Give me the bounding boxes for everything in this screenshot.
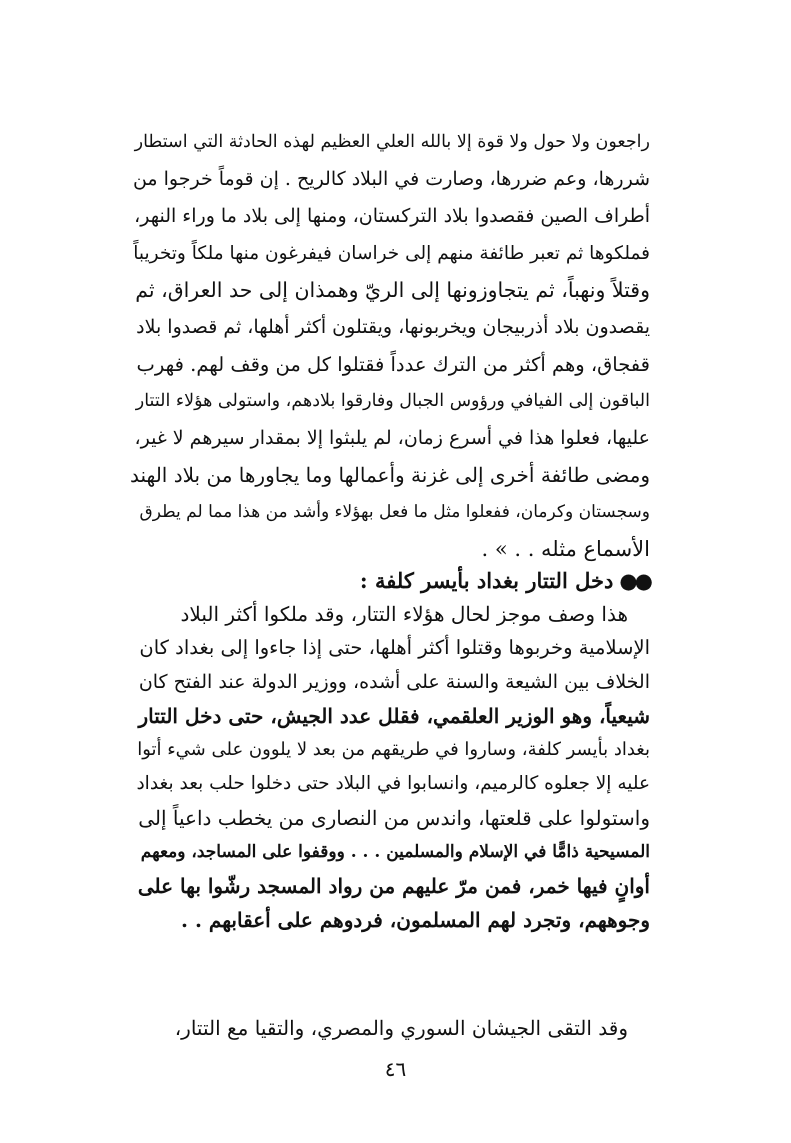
text-line: ومضى طائفة أخرى إلى غزنة وأعمالها وما يجاورها من بلاد الهند — [129, 463, 650, 487]
text-line: وقتلاً ونهباً، ثم يتجاوزونها إلى الريّ وهمذان إلى حد العراق، ثم — [135, 278, 650, 302]
text-line: عليه إلا جعلوه كالرميم، وانسابوا في البلاد حتى دخلوا حلب بعد بغداد — [136, 773, 650, 794]
page-number: ٤٦ — [384, 1057, 407, 1081]
text-line: قفجاق، وهم أكثر من الترك عدداً فقتلوا كل من وقف لهم. فهرب — [136, 353, 650, 376]
text-line: أوانٍ فيها خمر، فمن مرّ عليهم من رواد المسجد رشّوا بها على — [137, 874, 650, 898]
text-line: عليها، فعلوا هذا في أسرع زمان، لم يلبثوا إلا بمقدار سيرهم لا غير، — [134, 427, 650, 449]
section-heading — [360, 563, 650, 599]
text-line: وسجستان وكرمان، ففعلوا مثل ما فعل بهؤلاء وأشد من هذا مما لم يطرق — [139, 502, 650, 522]
text-line: وقد التقى الجيشان السوري والمصري، والتقيا مع التتار، — [174, 1016, 628, 1040]
text-line: هذا وصف موجز لحال هؤلاء التتار، وقد ملكوا أكثر البلاد — [180, 602, 628, 626]
text-line: واستولوا على قلعتها، واندس من النصارى من يخطب داعياً إلى — [138, 806, 650, 830]
text-line: الأسماع مثله . . » . — [481, 537, 650, 561]
paragraph-1 — [128, 124, 650, 568]
text-line: الإسلامية وخربوها وقتلوا أكثر أهلها، حتى إذا جاءوا إلى بغداد كان — [139, 636, 650, 659]
text-line: شررها، وعم ضررها، وصارت في البلاد كالريح . إن قوماً خرجوا من — [132, 168, 650, 190]
text-line: يقصدون بلاد أذربيجان ويخربونها، ويقتلون أكثر أهلها، ثم قصدوا بلاد — [136, 316, 650, 338]
paragraph-2 — [128, 597, 650, 937]
text-line: وجوههم، وتجرد لهم المسلمون، فردوهم على أعقابهم . . — [181, 908, 650, 932]
text-line: المسيحية ذامًّا في الإسلام والمسلمين . . . ووقفوا على المساجد، ومعهم — [140, 842, 650, 862]
text-line: بغداد بأيسر كلفة، وساروا في طريقهم من بعد لا يلوون على شيء أتوا — [137, 739, 650, 760]
bullet-icon: ●● — [619, 568, 650, 593]
text-line: أطراف الصين فقصدوا بلاد التركستان، ومنها إلى بلاد ما وراء النهر، — [134, 205, 650, 227]
section-heading-text: دخل التتار بغداد بأيسر كلفة : — [359, 568, 614, 593]
text-line: شيعياً، وهو الوزير العلقمي، فقلل عدد الجيش، حتى دخل التتار — [138, 704, 650, 728]
text-line: فملكوها ثم تعبر طائفة منهم إلى خراسان فيفرغون منها ملكاً وتخريباً — [133, 243, 650, 264]
text-line: الخلاف بين الشيعة والسنة على أشده، ووزير الدولة عند الفتح كان — [138, 671, 650, 693]
text-line: الباقون إلى الفيافي ورؤوس الجبال وفارقوا بلادهم، واستولى هؤلاء التتار — [135, 391, 650, 411]
text-line: راجعون ولا حول ولا قوة إلا بالله العلي العظيم لهذه الحادثة التي استطار — [134, 132, 650, 152]
paragraph-3 — [128, 1010, 650, 1047]
